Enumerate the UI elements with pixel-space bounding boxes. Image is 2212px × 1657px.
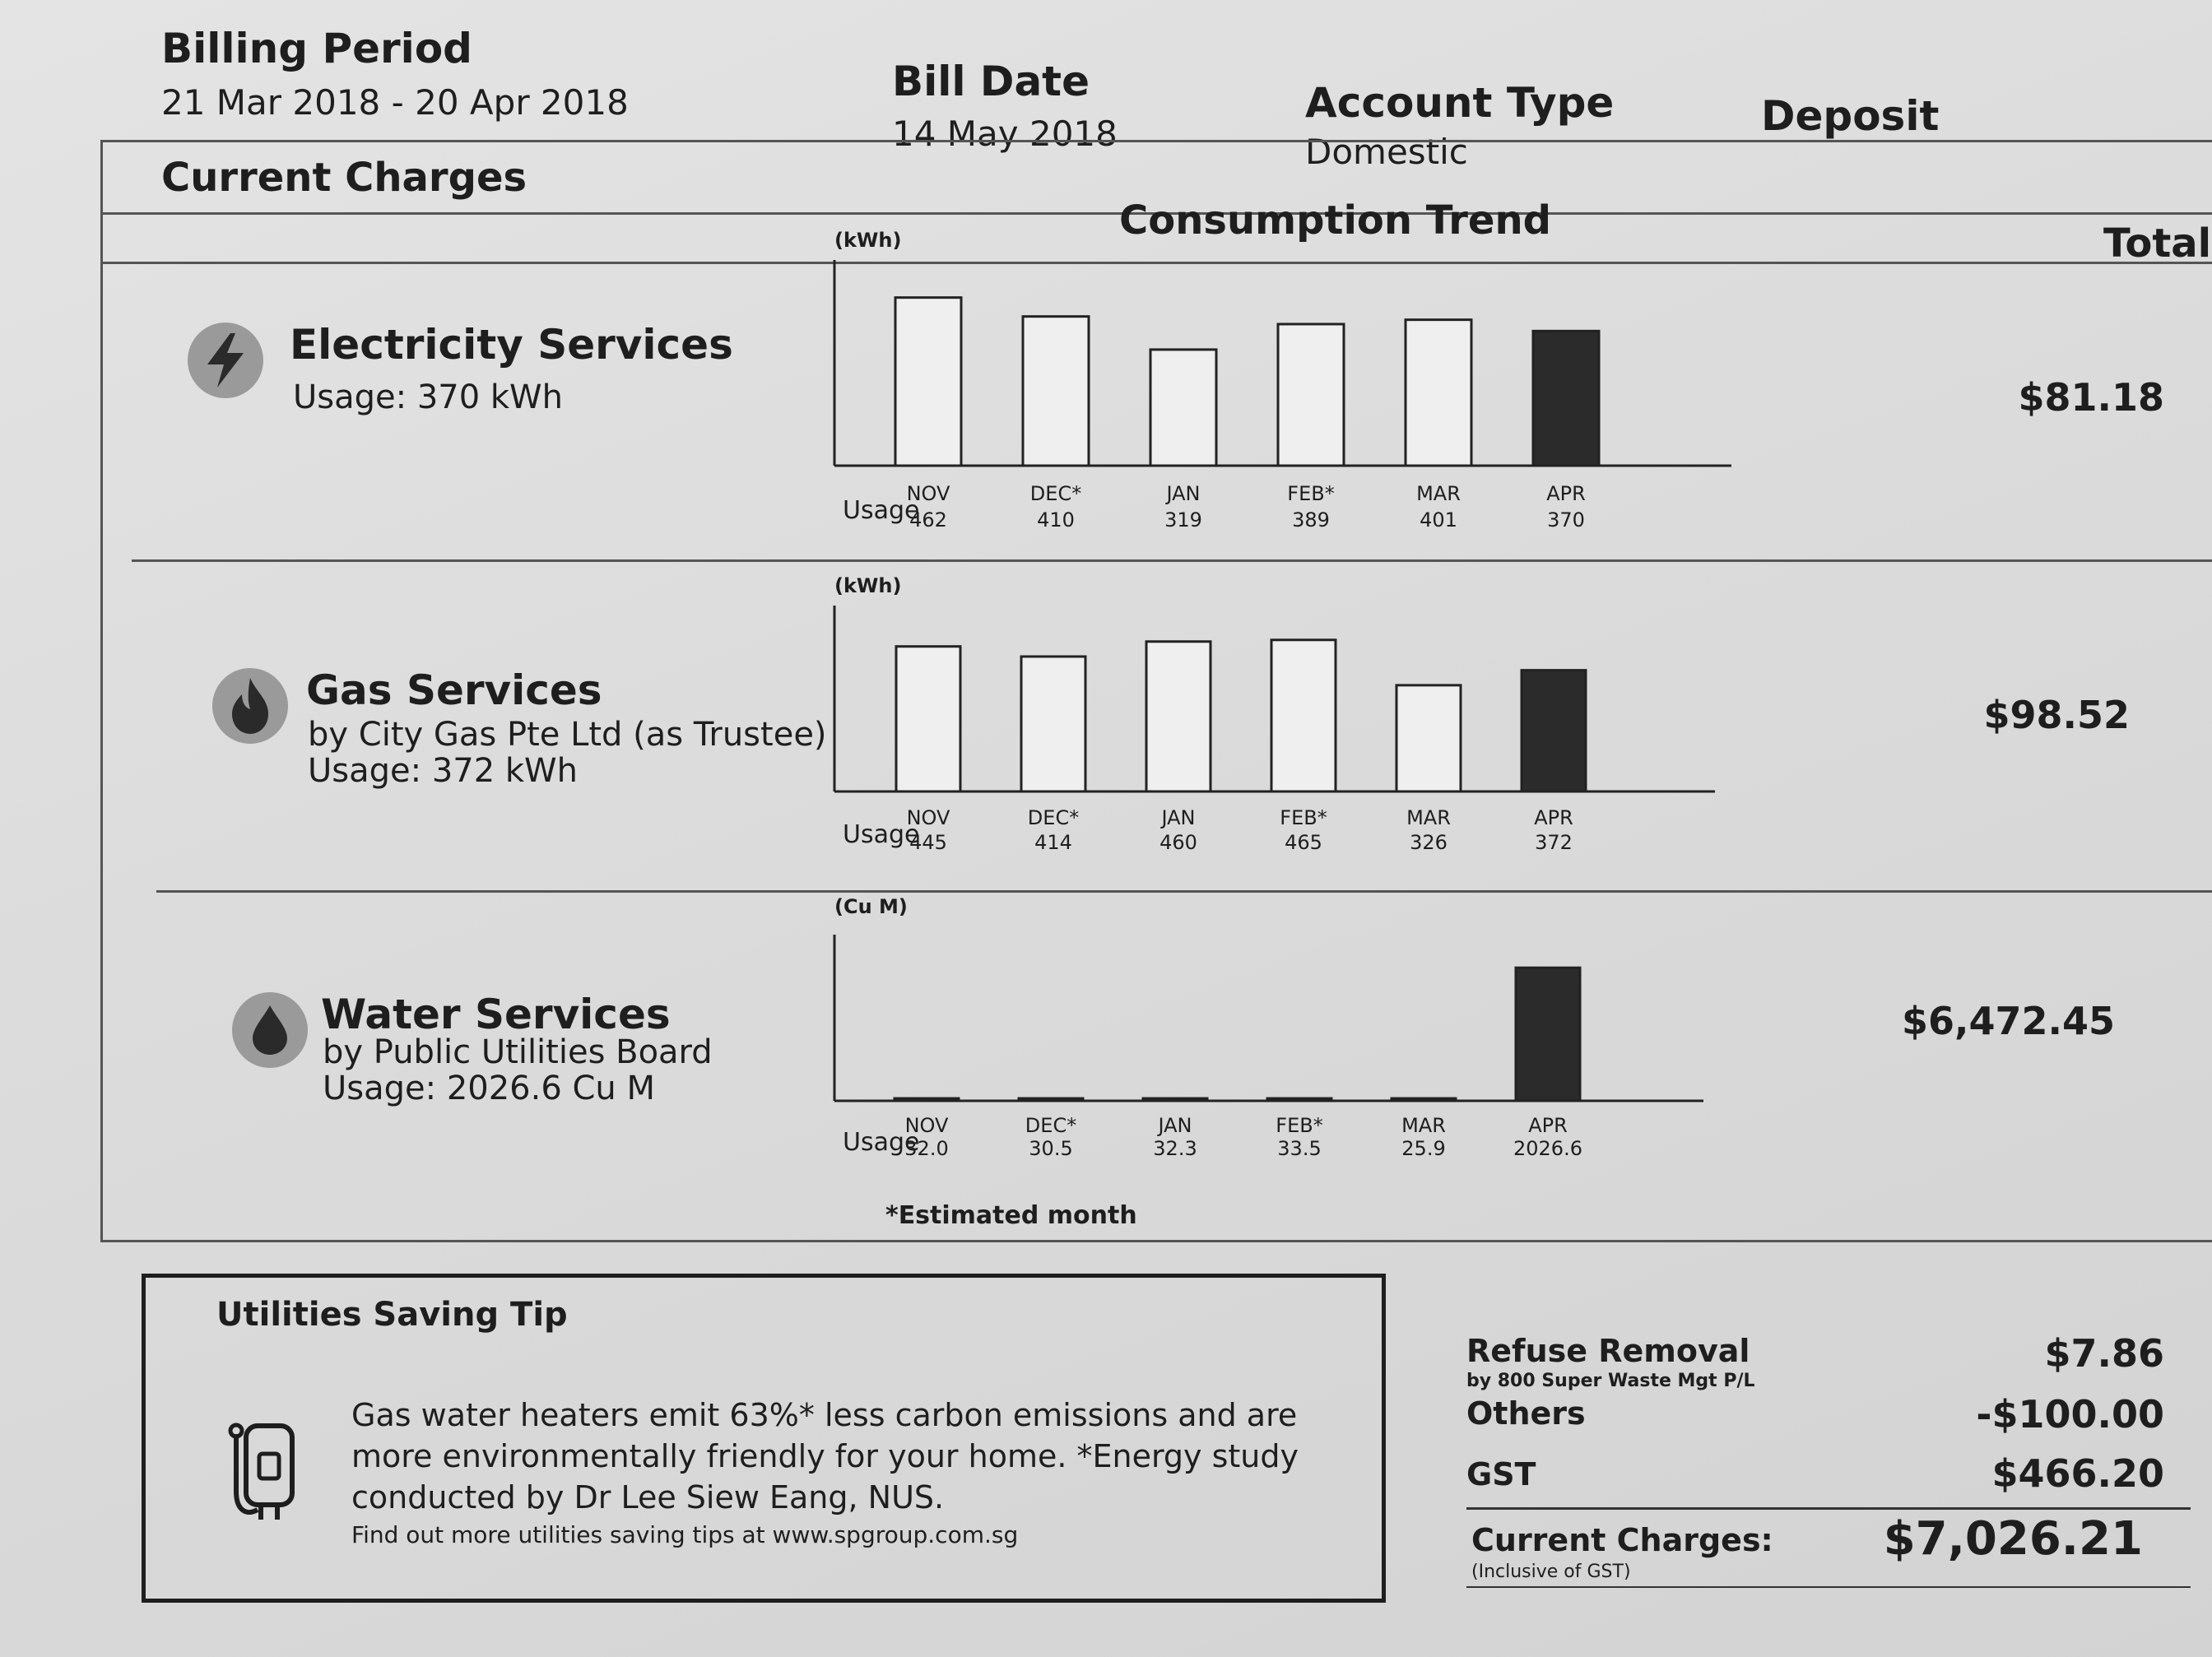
bill-date-label: Bill Date: [892, 58, 1090, 105]
bill-date-value: 14 May 2018: [892, 114, 1118, 154]
chart-bar: [1150, 350, 1216, 466]
saving-tip-text: Gas water heaters emit 63%* less carbon emissions and are more environmentally friendly for your home. *Energy study conducted by Dr Lee Siew Eang, NUS.: [351, 1397, 1299, 1515]
water-amount: $6,472.45: [1902, 999, 2115, 1043]
estimated-month-note: *Estimated month: [885, 1201, 1137, 1230]
chart-bar: [1143, 1098, 1207, 1101]
chart-bar: [1533, 331, 1599, 466]
saving-tip-title: Utilities Saving Tip: [216, 1296, 568, 1334]
refuse-removal-value: $7.86: [2044, 1331, 2164, 1376]
chart-value-label: 326: [1410, 831, 1448, 854]
deposit-label: Deposit: [1761, 92, 1940, 140]
chart-category-label: JAN: [1166, 482, 1201, 505]
chart-bar: [1271, 640, 1336, 791]
chart-bar: [1023, 317, 1089, 466]
chart-category-label: DEC*: [1025, 1114, 1077, 1137]
others-label: Others: [1466, 1395, 1586, 1432]
chart-value-label: 414: [1034, 831, 1072, 854]
saving-tip-box: [142, 1274, 1386, 1603]
chart-value-label: 445: [909, 831, 947, 854]
chart-category-label: MAR: [1416, 482, 1461, 505]
gas-consumption-chart: [823, 573, 1745, 861]
chart-category-label: APR: [1546, 482, 1586, 505]
chart-row-label: Usage: [843, 496, 920, 525]
account-type-value: Domestic: [1305, 132, 1468, 172]
consumption-trend-title: Consumption Trend: [1119, 197, 1551, 244]
others-value: -$100.00: [1976, 1392, 2164, 1437]
electricity-amount: $81.18: [2018, 375, 2164, 420]
chart-value-label: 372: [1535, 831, 1573, 854]
chart-value-label: 462: [909, 508, 947, 531]
chart-category-label: DEC*: [1029, 482, 1082, 505]
chart-bar: [1146, 642, 1211, 791]
chart-bar: [1522, 671, 1586, 791]
total-label: Total: [2103, 220, 2212, 267]
chart-category-label: JAN: [1158, 1114, 1192, 1137]
divider: [156, 890, 2212, 893]
chart-category-label: FEB*: [1276, 1114, 1323, 1137]
gas-title: Gas Services: [306, 666, 602, 714]
current-charges-value: $7,026.21: [1883, 1512, 2143, 1566]
chart-category-label: MAR: [1401, 1114, 1446, 1137]
chart-value-label: 32.3: [1153, 1137, 1197, 1160]
electricity-consumption-chart: [823, 227, 1745, 548]
chart-value-label: 410: [1037, 508, 1075, 531]
chart-value-label: 30.5: [1029, 1137, 1073, 1160]
chart-bar: [1278, 324, 1344, 466]
chart-category-label: JAN: [1161, 806, 1196, 829]
chart-category-label: MAR: [1406, 806, 1451, 829]
current-charges-sub: (Inclusive of GST): [1471, 1562, 1631, 1582]
billing-period-label: Billing Period: [161, 25, 472, 72]
chart-unit-label: (kWh): [834, 229, 902, 252]
chart-row-label: Usage: [843, 820, 920, 849]
chart-value-label: 32.0: [904, 1137, 949, 1160]
chart-bar: [1392, 1098, 1456, 1101]
chart-category-label: NOV: [904, 1114, 949, 1137]
water-usage: Usage: 2026.6 Cu M: [323, 1070, 656, 1107]
gst-value: $466.20: [1991, 1451, 2164, 1496]
chart-value-label: 33.5: [1277, 1137, 1322, 1160]
chart-unit-label: (Cu M): [834, 895, 908, 918]
chart-bar: [1406, 320, 1471, 466]
gas-usage: Usage: 372 kWh: [308, 752, 578, 790]
chart-bar: [896, 647, 960, 791]
chart-category-label: NOV: [906, 482, 950, 505]
chart-bar: [1516, 968, 1580, 1101]
account-type-label: Account Type: [1305, 79, 1615, 127]
chart-bar: [1019, 1098, 1083, 1101]
current-charges-label: Current Charges:: [1471, 1522, 1773, 1558]
chart-category-label: APR: [1528, 1114, 1568, 1137]
water-heater-icon: [228, 1418, 302, 1528]
chart-bar: [1021, 657, 1085, 791]
chart-value-label: 401: [1420, 508, 1457, 531]
summary-divider: [1466, 1507, 2191, 1510]
gas-amount: $98.52: [1983, 693, 2130, 737]
water-title: Water Services: [321, 991, 671, 1038]
chart-value-label: 460: [1159, 831, 1197, 854]
chart-row-label: Usage: [843, 1128, 920, 1157]
billing-period-value: 21 Mar 2018 - 20 Apr 2018: [161, 82, 629, 123]
chart-value-label: 370: [1547, 508, 1585, 531]
summary-divider: [1466, 1586, 2191, 1588]
chart-category-label: NOV: [906, 806, 950, 829]
chart-category-label: FEB*: [1287, 482, 1335, 505]
chart-bar: [895, 1098, 959, 1101]
gas-provider: by City Gas Pte Ltd (as Trustee): [308, 716, 827, 754]
water-drop-icon: [232, 992, 308, 1068]
current-charges-title: Current Charges: [161, 155, 527, 201]
refuse-removal-provider: by 800 Super Waste Mgt P/L: [1466, 1371, 1755, 1391]
chart-category-label: FEB*: [1280, 806, 1327, 829]
chart-value-label: 2026.6: [1513, 1137, 1582, 1160]
chart-value-label: 389: [1292, 508, 1330, 531]
divider: [132, 559, 2212, 562]
chart-value-label: 25.9: [1401, 1137, 1446, 1160]
chart-bar: [1396, 685, 1461, 791]
flame-icon: [212, 668, 288, 744]
chart-bar: [895, 298, 961, 466]
chart-value-label: 319: [1164, 508, 1202, 531]
chart-bar: [1267, 1098, 1331, 1101]
saving-tip-link[interactable]: Find out more utilities saving tips at www.spgroup.com.sg: [351, 1521, 1019, 1548]
water-provider: by Public Utilities Board: [323, 1033, 713, 1071]
chart-unit-label: (kWh): [834, 574, 902, 597]
chart-value-label: 465: [1285, 831, 1322, 854]
chart-category-label: APR: [1534, 806, 1573, 829]
refuse-removal-label: Refuse Removal: [1466, 1333, 1750, 1369]
lightning-icon: [188, 323, 263, 398]
gst-label: GST: [1466, 1456, 1536, 1492]
electricity-title: Electricity Services: [290, 321, 733, 369]
water-consumption-chart: [823, 893, 1745, 1165]
electricity-usage: Usage: 370 kWh: [293, 378, 563, 416]
chart-category-label: DEC*: [1027, 806, 1080, 829]
